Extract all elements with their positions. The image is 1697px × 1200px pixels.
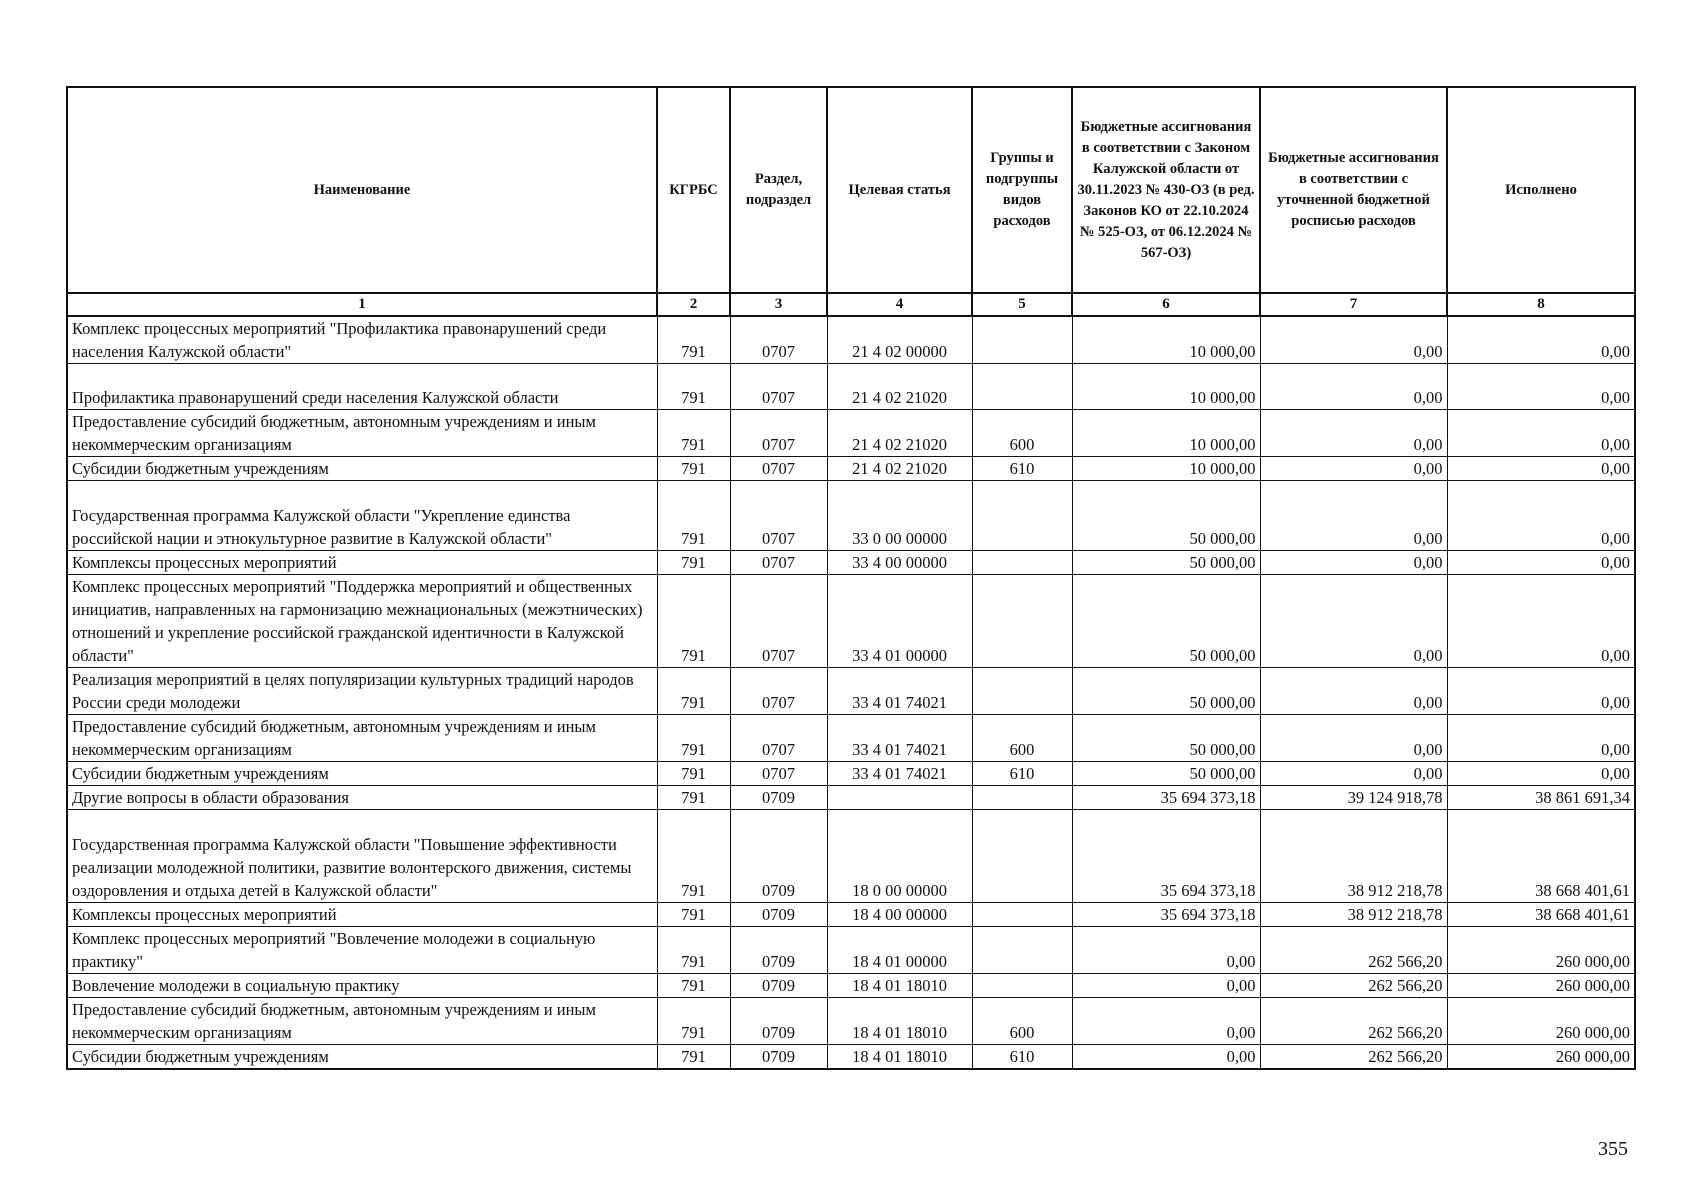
row-group: 600 bbox=[972, 410, 1072, 457]
row-name: Комплексы процессных мероприятий bbox=[67, 903, 657, 927]
row-roster-amount: 0,00 bbox=[1260, 481, 1447, 551]
column-number: 1 bbox=[67, 293, 657, 316]
row-target: 18 0 00 00000 bbox=[827, 810, 972, 903]
row-law-amount: 35 694 373,18 bbox=[1072, 903, 1260, 927]
row-kgrbs: 791 bbox=[657, 810, 730, 903]
row-name: Комплекс процессных мероприятий "Вовлечение молодежи в социальную практику" bbox=[67, 927, 657, 974]
row-executed-amount: 260 000,00 bbox=[1447, 974, 1635, 998]
row-group: 600 bbox=[972, 715, 1072, 762]
row-target: 18 4 00 00000 bbox=[827, 903, 972, 927]
row-name: Предоставление субсидий бюджетным, автономным учреждениям и иным некоммерческим организациям bbox=[67, 410, 657, 457]
row-section: 0707 bbox=[730, 316, 827, 364]
row-kgrbs: 791 bbox=[657, 1045, 730, 1070]
table-row bbox=[67, 316, 1635, 364]
row-kgrbs: 791 bbox=[657, 575, 730, 668]
column-number: 7 bbox=[1260, 293, 1447, 316]
row-section: 0709 bbox=[730, 810, 827, 903]
row-executed-amount: 0,00 bbox=[1447, 410, 1635, 457]
row-target: 33 4 01 74021 bbox=[827, 715, 972, 762]
row-name: Субсидии бюджетным учреждениям bbox=[67, 457, 657, 481]
row-name: Субсидии бюджетным учреждениям bbox=[67, 1045, 657, 1070]
row-roster-amount: 0,00 bbox=[1260, 668, 1447, 715]
row-name: Предоставление субсидий бюджетным, автономным учреждениям и иным некоммерческим организациям bbox=[67, 715, 657, 762]
row-section: 0709 bbox=[730, 903, 827, 927]
column-number: 6 bbox=[1072, 293, 1260, 316]
row-law-amount: 0,00 bbox=[1072, 998, 1260, 1045]
row-group bbox=[972, 903, 1072, 927]
table-row bbox=[67, 715, 1635, 762]
table-row bbox=[67, 903, 1635, 927]
row-law-amount: 50 000,00 bbox=[1072, 715, 1260, 762]
table-row bbox=[67, 410, 1635, 457]
header-name: Наименование bbox=[67, 87, 657, 293]
row-law-amount: 50 000,00 bbox=[1072, 551, 1260, 575]
table-row bbox=[67, 668, 1635, 715]
row-group: 610 bbox=[972, 762, 1072, 786]
row-law-amount: 50 000,00 bbox=[1072, 762, 1260, 786]
row-roster-amount: 38 912 218,78 bbox=[1260, 810, 1447, 903]
page-number: 355 bbox=[1598, 1138, 1628, 1160]
header-executed: Исполнено bbox=[1447, 87, 1635, 293]
row-section: 0707 bbox=[730, 762, 827, 786]
header-roster-allocations: Бюджетные ассигнования в соответствии с уточненной бюджетной росписью расходов bbox=[1260, 87, 1447, 293]
row-executed-amount: 0,00 bbox=[1447, 715, 1635, 762]
row-name: Комплексы процессных мероприятий bbox=[67, 551, 657, 575]
row-executed-amount: 0,00 bbox=[1447, 668, 1635, 715]
row-law-amount: 50 000,00 bbox=[1072, 575, 1260, 668]
row-kgrbs: 791 bbox=[657, 410, 730, 457]
row-target: 33 4 01 74021 bbox=[827, 762, 972, 786]
row-kgrbs: 791 bbox=[657, 974, 730, 998]
column-number: 8 bbox=[1447, 293, 1635, 316]
row-group bbox=[972, 974, 1072, 998]
table-row bbox=[67, 786, 1635, 810]
row-roster-amount: 0,00 bbox=[1260, 410, 1447, 457]
row-section: 0707 bbox=[730, 575, 827, 668]
row-kgrbs: 791 bbox=[657, 668, 730, 715]
row-section: 0709 bbox=[730, 998, 827, 1045]
row-roster-amount: 262 566,20 bbox=[1260, 927, 1447, 974]
row-target: 21 4 02 21020 bbox=[827, 364, 972, 410]
header-row bbox=[67, 87, 1635, 293]
table-row bbox=[67, 762, 1635, 786]
row-roster-amount: 0,00 bbox=[1260, 715, 1447, 762]
row-roster-amount: 0,00 bbox=[1260, 457, 1447, 481]
row-kgrbs: 791 bbox=[657, 903, 730, 927]
row-group bbox=[972, 810, 1072, 903]
table-row bbox=[67, 810, 1635, 903]
row-group bbox=[972, 786, 1072, 810]
row-target: 18 4 01 00000 bbox=[827, 927, 972, 974]
row-target: 21 4 02 21020 bbox=[827, 457, 972, 481]
row-executed-amount: 260 000,00 bbox=[1447, 1045, 1635, 1070]
row-target: 33 4 00 00000 bbox=[827, 551, 972, 575]
row-law-amount: 0,00 bbox=[1072, 927, 1260, 974]
row-law-amount: 50 000,00 bbox=[1072, 481, 1260, 551]
row-group bbox=[972, 551, 1072, 575]
row-group bbox=[972, 481, 1072, 551]
row-law-amount: 0,00 bbox=[1072, 974, 1260, 998]
row-target: 33 0 00 00000 bbox=[827, 481, 972, 551]
header-section: Раздел, подраздел bbox=[730, 87, 827, 293]
table-row bbox=[67, 457, 1635, 481]
budget-sheet bbox=[66, 86, 1634, 1070]
row-roster-amount: 262 566,20 bbox=[1260, 974, 1447, 998]
header-law-allocations: Бюджетные ассигнования в соответствии с Законом Калужской области от 30.11.2023 № 430-ОЗ (в ред. Законов КО от 22.10.2024 № 525-ОЗ, от 06.12.2024 № 567-ОЗ) bbox=[1072, 87, 1260, 293]
budget-table bbox=[66, 86, 1636, 1070]
row-roster-amount: 0,00 bbox=[1260, 364, 1447, 410]
row-name: Комплекс процессных мероприятий "Профилактика правонарушений среди населения Калужской области" bbox=[67, 316, 657, 364]
row-kgrbs: 791 bbox=[657, 786, 730, 810]
row-kgrbs: 791 bbox=[657, 927, 730, 974]
row-section: 0709 bbox=[730, 1045, 827, 1070]
row-target bbox=[827, 786, 972, 810]
row-name: Вовлечение молодежи в социальную практику bbox=[67, 974, 657, 998]
table-row bbox=[67, 974, 1635, 998]
column-number: 4 bbox=[827, 293, 972, 316]
row-group bbox=[972, 927, 1072, 974]
row-name: Государственная программа Калужской области "Укрепление единства российской нации и этнокультурное развитие в Калужской области" bbox=[67, 481, 657, 551]
row-executed-amount: 38 668 401,61 bbox=[1447, 903, 1635, 927]
row-group bbox=[972, 364, 1072, 410]
row-target: 21 4 02 00000 bbox=[827, 316, 972, 364]
row-section: 0707 bbox=[730, 410, 827, 457]
header-kgrbs: КГРБС bbox=[657, 87, 730, 293]
row-group bbox=[972, 575, 1072, 668]
row-group: 610 bbox=[972, 457, 1072, 481]
row-law-amount: 35 694 373,18 bbox=[1072, 810, 1260, 903]
row-roster-amount: 0,00 bbox=[1260, 575, 1447, 668]
row-section: 0709 bbox=[730, 786, 827, 810]
row-group: 610 bbox=[972, 1045, 1072, 1070]
column-number: 3 bbox=[730, 293, 827, 316]
column-number-row bbox=[67, 293, 1635, 316]
table-row bbox=[67, 998, 1635, 1045]
row-target: 33 4 01 74021 bbox=[827, 668, 972, 715]
row-name: Реализация мероприятий в целях популяризации культурных традиций народов России среди молодежи bbox=[67, 668, 657, 715]
row-group bbox=[972, 668, 1072, 715]
row-target: 33 4 01 00000 bbox=[827, 575, 972, 668]
row-section: 0707 bbox=[730, 715, 827, 762]
row-law-amount: 35 694 373,18 bbox=[1072, 786, 1260, 810]
row-roster-amount: 0,00 bbox=[1260, 551, 1447, 575]
row-name: Субсидии бюджетным учреждениям bbox=[67, 762, 657, 786]
row-kgrbs: 791 bbox=[657, 551, 730, 575]
row-executed-amount: 38 861 691,34 bbox=[1447, 786, 1635, 810]
row-executed-amount: 0,00 bbox=[1447, 762, 1635, 786]
row-section: 0707 bbox=[730, 551, 827, 575]
row-roster-amount: 262 566,20 bbox=[1260, 1045, 1447, 1070]
table-row bbox=[67, 1045, 1635, 1070]
row-kgrbs: 791 bbox=[657, 715, 730, 762]
row-executed-amount: 0,00 bbox=[1447, 364, 1635, 410]
column-number: 5 bbox=[972, 293, 1072, 316]
row-section: 0709 bbox=[730, 927, 827, 974]
table-row bbox=[67, 364, 1635, 410]
column-number: 2 bbox=[657, 293, 730, 316]
row-executed-amount: 0,00 bbox=[1447, 551, 1635, 575]
row-section: 0707 bbox=[730, 364, 827, 410]
row-executed-amount: 260 000,00 bbox=[1447, 927, 1635, 974]
row-kgrbs: 791 bbox=[657, 364, 730, 410]
row-law-amount: 10 000,00 bbox=[1072, 457, 1260, 481]
row-kgrbs: 791 bbox=[657, 998, 730, 1045]
row-executed-amount: 0,00 bbox=[1447, 316, 1635, 364]
table-row bbox=[67, 927, 1635, 974]
row-law-amount: 10 000,00 bbox=[1072, 316, 1260, 364]
row-target: 18 4 01 18010 bbox=[827, 998, 972, 1045]
row-group bbox=[972, 316, 1072, 364]
row-name: Предоставление субсидий бюджетным, автономным учреждениям и иным некоммерческим организациям bbox=[67, 998, 657, 1045]
row-law-amount: 10 000,00 bbox=[1072, 410, 1260, 457]
row-roster-amount: 262 566,20 bbox=[1260, 998, 1447, 1045]
row-target: 21 4 02 21020 bbox=[827, 410, 972, 457]
row-roster-amount: 0,00 bbox=[1260, 316, 1447, 364]
table-row bbox=[67, 575, 1635, 668]
row-kgrbs: 791 bbox=[657, 316, 730, 364]
row-kgrbs: 791 bbox=[657, 457, 730, 481]
row-section: 0707 bbox=[730, 457, 827, 481]
row-executed-amount: 0,00 bbox=[1447, 481, 1635, 551]
table-row bbox=[67, 481, 1635, 551]
row-kgrbs: 791 bbox=[657, 481, 730, 551]
row-name: Комплекс процессных мероприятий "Поддержка мероприятий и общественных инициатив, направленных на гармонизацию межнациональных (межэтнических) отношений и укрепление российской гражданской идентичности в Калужской области" bbox=[67, 575, 657, 668]
row-target: 18 4 01 18010 bbox=[827, 1045, 972, 1070]
row-section: 0709 bbox=[730, 974, 827, 998]
row-executed-amount: 260 000,00 bbox=[1447, 998, 1635, 1045]
row-law-amount: 50 000,00 bbox=[1072, 668, 1260, 715]
row-law-amount: 10 000,00 bbox=[1072, 364, 1260, 410]
row-name: Государственная программа Калужской области "Повышение эффективности реализации молодежной политики, развитие волонтерского движения, системы оздоровления и отдыха детей в Калужской области" bbox=[67, 810, 657, 903]
header-target: Целевая статья bbox=[827, 87, 972, 293]
row-name: Профилактика правонарушений среди населения Калужской области bbox=[67, 364, 657, 410]
row-target: 18 4 01 18010 bbox=[827, 974, 972, 998]
row-name: Другие вопросы в области образования bbox=[67, 786, 657, 810]
row-law-amount: 0,00 bbox=[1072, 1045, 1260, 1070]
table-row bbox=[67, 551, 1635, 575]
row-roster-amount: 0,00 bbox=[1260, 762, 1447, 786]
row-group: 600 bbox=[972, 998, 1072, 1045]
row-section: 0707 bbox=[730, 481, 827, 551]
row-section: 0707 bbox=[730, 668, 827, 715]
row-executed-amount: 38 668 401,61 bbox=[1447, 810, 1635, 903]
row-executed-amount: 0,00 bbox=[1447, 457, 1635, 481]
row-executed-amount: 0,00 bbox=[1447, 575, 1635, 668]
row-roster-amount: 39 124 918,78 bbox=[1260, 786, 1447, 810]
row-kgrbs: 791 bbox=[657, 762, 730, 786]
header-group: Группы и подгруппы видов расходов bbox=[972, 87, 1072, 293]
row-roster-amount: 38 912 218,78 bbox=[1260, 903, 1447, 927]
